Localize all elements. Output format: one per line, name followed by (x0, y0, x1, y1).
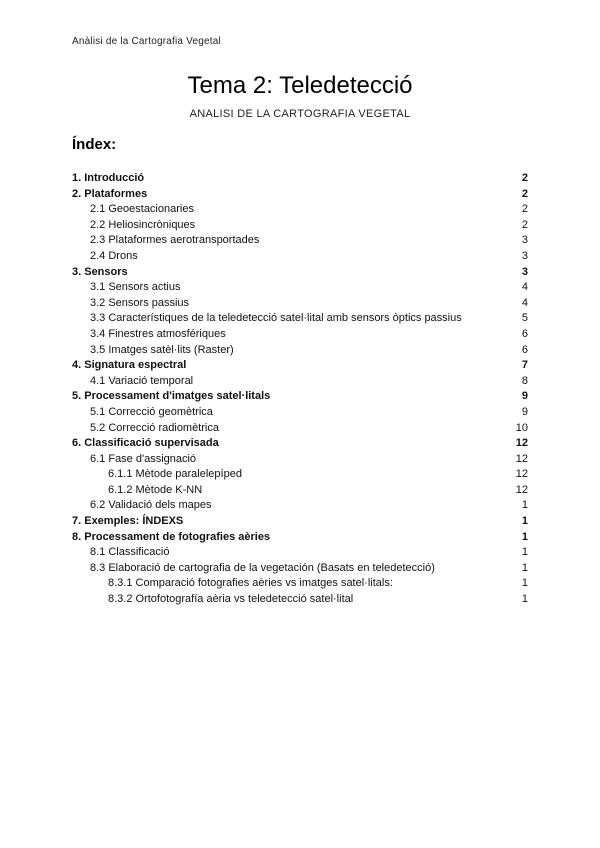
toc-entry-title: 6.1.2 Mètode K-NN (108, 483, 203, 496)
toc-entry-page-number: 1 (521, 499, 528, 512)
toc-entry-page-number: 9 (521, 390, 528, 403)
toc-entry-page-number: 1 (521, 577, 528, 590)
toc-entry-page-number: 1 (521, 546, 528, 559)
toc-entry[interactable] (72, 218, 528, 234)
toc-entry-page-number: 10 (515, 421, 528, 434)
toc-entry[interactable] (72, 436, 528, 452)
toc-entry[interactable] (72, 280, 528, 296)
toc-entry-page-number: 2 (521, 172, 528, 184)
toc-entry[interactable] (72, 311, 528, 327)
toc-entry-title: 1. Introducció (72, 172, 145, 184)
toc-entry-page-number: 9 (521, 405, 528, 418)
toc-entry-title: 3.2 Sensors passius (90, 296, 190, 309)
toc-entry[interactable] (72, 498, 528, 514)
toc-entry-title: 3.1 Sensors actius (90, 281, 181, 294)
toc-entry-title: 3.4 Finestres atmosfériques (90, 327, 226, 340)
toc-entry[interactable] (72, 327, 528, 343)
toc-entry-title: 8.3 Elaboració de cartografia de la vegetación (Basats en teledetecció) (90, 561, 435, 574)
toc-entry[interactable] (72, 187, 528, 203)
toc-entry[interactable] (72, 467, 528, 483)
toc-entry[interactable] (72, 296, 528, 312)
running-header: Anàlisi de la Cartografia Vegetal (72, 36, 221, 47)
toc-entry-title: 5.2 Correcció radiomètrica (90, 421, 219, 434)
toc-entry-page-number: 6 (521, 327, 528, 340)
toc-entry-page-number: 3 (521, 234, 528, 247)
toc-entry-title: 2.1 Geoestacionaries (90, 203, 194, 216)
toc-entry[interactable] (72, 265, 528, 281)
toc-entry[interactable] (72, 514, 528, 530)
toc-entry[interactable] (72, 405, 528, 421)
document-subtitle: ANALISI DE LA CARTOGRAFIA VEGETAL (189, 108, 411, 120)
toc-entry[interactable] (72, 452, 528, 468)
toc-entry-title: 6. Classificació supervisada (72, 437, 219, 450)
toc-entry[interactable] (72, 592, 528, 608)
toc-entry-page-number: 12 (515, 437, 528, 450)
toc-entry[interactable] (72, 249, 528, 265)
index-heading: Índex: (72, 136, 117, 153)
toc-entry-title: 2. Plataformes (72, 187, 148, 200)
toc-entry-page-number: 6 (521, 343, 528, 356)
toc-entry[interactable] (72, 358, 528, 374)
toc-entry-title: 5. Processament d'imatges satel·litals (72, 390, 271, 403)
toc-entry-page-number: 12 (515, 468, 528, 481)
toc-entry-title: 4. Signatura espectral (72, 359, 187, 372)
toc-entry[interactable] (72, 483, 528, 499)
toc-entry[interactable] (72, 202, 528, 218)
toc-entry-title: 8.3.2 Ortofotografía aèria vs teledetecció satel·lital (108, 593, 354, 606)
toc-entry-page-number: 5 (521, 312, 528, 325)
toc-entry-page-number: 4 (521, 281, 528, 294)
toc-entry-title: 7. Exemples: ÍNDEXS (72, 515, 184, 528)
toc-entry-title: 3.3 Característiques de la teledetecció satel·lital amb sensors òptics passius (90, 312, 462, 325)
toc-entry[interactable] (72, 171, 528, 187)
toc-entry-title: 8.3.1 Comparació fotografies aèries vs imatges satel·litals: (108, 577, 393, 590)
toc-entry-title: 6.1 Fase d'assignació (90, 452, 197, 465)
toc-entry[interactable] (72, 374, 528, 390)
toc-entry[interactable] (72, 561, 528, 577)
toc-entry-title: 8.1 Classificació (90, 546, 170, 559)
toc-entry[interactable] (72, 389, 528, 405)
toc-entry-page-number: 1 (521, 515, 528, 528)
toc-entry-title: 3.5 Imatges satèl·lits (Raster) (90, 343, 234, 356)
toc-entry-page-number: 3 (521, 265, 528, 278)
toc-entry[interactable] (72, 530, 528, 546)
toc-entry[interactable] (72, 545, 528, 561)
toc-entry-page-number: 12 (515, 452, 528, 465)
toc-entry-page-number: 7 (521, 359, 528, 372)
toc-entry-page-number: 2 (521, 203, 528, 216)
toc-entry[interactable] (72, 576, 528, 592)
toc-entry[interactable] (72, 421, 528, 437)
toc-entry-title: 2.4 Drons (90, 249, 138, 262)
toc-entry[interactable] (72, 233, 528, 249)
toc-entry-page-number: 3 (521, 249, 528, 262)
toc-entry-page-number: 8 (521, 374, 528, 387)
toc-entry-title: 3. Sensors (72, 265, 128, 278)
toc-entry-title: 2.3 Plataformes aerotransportades (90, 234, 260, 247)
toc-entry-page-number: 1 (521, 530, 528, 543)
toc-entry-page-number: 2 (521, 187, 528, 200)
toc-entry-page-number: 1 (521, 593, 528, 606)
document-title: Tema 2: Teledetecció (187, 72, 413, 99)
toc-entry-title: 2.2 Heliosincròniques (90, 218, 196, 231)
toc-entry-title: 6.2 Validació dels mapes (90, 499, 212, 512)
toc-entry-page-number: 2 (521, 218, 528, 231)
toc-entry-page-number: 4 (521, 296, 528, 309)
toc-entry-title: 4.1 Variació temporal (90, 374, 194, 387)
toc-entry-page-number: 12 (515, 483, 528, 496)
toc-entry-title: 5.1 Correcció geomètrica (90, 405, 213, 418)
toc-entry-title: 6.1.1 Mètode paralelepíped (108, 468, 242, 481)
toc-entry[interactable] (72, 343, 528, 359)
toc-entry-page-number: 1 (521, 561, 528, 574)
table-of-contents (72, 171, 528, 608)
toc-entry-title: 8. Processament de fotografies aèries (72, 530, 271, 543)
